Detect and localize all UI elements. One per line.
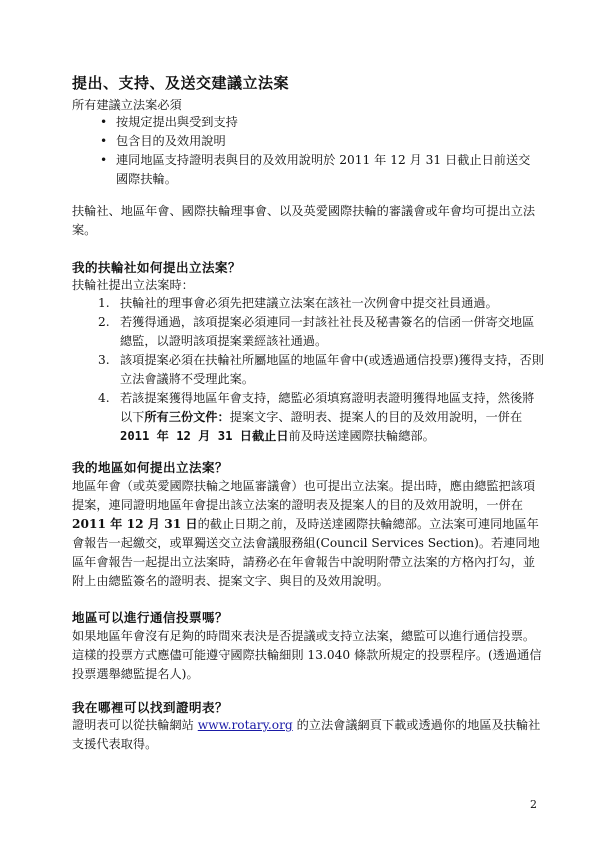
step-number: 4. <box>98 391 110 405</box>
step-text: 扶輪社的理事會必須先把建議立法案在該社一次例會中提交社員通過。 <box>120 296 498 310</box>
step-number: 2. <box>98 315 110 329</box>
district-section-body <box>72 477 542 591</box>
district-text-end: 的截止日期之前，及時送達國際扶輪總部。立法案可連同地區年會報告一起繳交，或單獨送交立法會議服務組(Council Services Section)。若連同地區年會報告一起提出立法案時，請務必在年會報告中說明附帶立法案的方格內打勾，並附上由總監簽名的證明表、提案文字、與目的及效用說明。 <box>72 517 540 588</box>
list-item-text: 包含目的及效用說明 <box>116 134 226 148</box>
rotary-website-link[interactable]: www.rotary.org <box>197 718 293 732</box>
step-number: 1. <box>98 296 110 310</box>
club-steps-list <box>98 294 544 446</box>
certification-form-body <box>72 716 542 754</box>
mail-ballot-heading: 地區可以進行通信投票嗎？ <box>72 610 229 625</box>
page-number: 2 <box>530 798 537 811</box>
step-bold-text: 所有三份文件： <box>144 410 230 424</box>
list-item <box>100 151 540 189</box>
intro-text: 所有建議立法案必須 <box>72 98 182 112</box>
step-text-end: 前及時送達國際扶輪總部。 <box>288 429 435 443</box>
bullet-icon: • <box>100 115 108 129</box>
where-text-start: 證明表可以從扶輪網站 <box>72 718 198 732</box>
list-item <box>100 132 540 151</box>
district-text-start: 地區年會（或英愛國際扶輪之地區審議會）也可提出立法案。提出時，應由總監把該項提案，連同證明地區年會提出該立法案的證明表及提案人的目的及效用說明，一併在 <box>72 479 536 512</box>
deadline-text: 2011 年 12 月 31 日截止日 <box>120 429 289 443</box>
who-can-propose-text: 扶輪社、地區年會、國際扶輪理事會、以及英愛國際扶輪的審議會或年會均可提出立法案。 <box>72 204 536 237</box>
requirements-list <box>100 113 540 189</box>
district-section-heading: 我的地區如何提出立法案？ <box>72 460 229 475</box>
bullet-icon: • <box>100 153 108 167</box>
certification-form-heading: 我在哪裡可以找到證明表？ <box>72 700 229 715</box>
step-text-middle: 提案文字、證明表、提案人的目的及效用說明，一併在 <box>229 410 523 424</box>
club-section-heading: 我的扶輪社如何提出立法案？ <box>72 260 242 275</box>
page-title: 提出、支持、及送交建議立法案 <box>72 74 290 92</box>
bullet-icon: • <box>100 134 108 148</box>
step-text-start: 若該提案獲得地區年會支持，總監必須填寫證明表證明獲得地區支持，然後將以下 <box>120 391 535 424</box>
list-item <box>98 351 544 389</box>
where-text-end: 的立法會議網頁下載或透過你的地區及扶輪社支援代表取得。 <box>72 718 541 751</box>
list-item <box>98 389 544 446</box>
step-text: 若獲得通過，該項提案必須連同一封該社社長及秘書簽名的信函一併寄交地區總監，以證明該項提案業經該社通過。 <box>120 315 535 348</box>
list-item <box>98 294 544 313</box>
list-item-text: 連同地區支持證明表與目的及效用說明於 2011 年 12 月 31 日截止日前送交國際扶輪。 <box>116 153 531 186</box>
list-item-text: 按規定提出與受到支持 <box>116 115 238 129</box>
mail-ballot-body: 如果地區年會沒有足夠的時間來表決是否提議或支持立法案，總監可以進行通信投票。這樣的投票方式應儘可能遵守國際扶輪細則 13.040 條款所規定的投票程序。(透過通信投票選舉總監提名人)。 <box>72 629 542 681</box>
deadline-text: 2011 年 12 月 31 日 <box>72 517 198 531</box>
list-item <box>100 113 540 132</box>
step-text: 該項提案必須在扶輪社所屬地區的地區年會中(或透過通信投票)獲得支持，否則立法會議將不受理此案。 <box>120 353 544 386</box>
list-item <box>98 313 544 351</box>
club-section-intro: 扶輪社提出立法案時： <box>72 278 194 292</box>
step-number: 3. <box>98 353 110 367</box>
